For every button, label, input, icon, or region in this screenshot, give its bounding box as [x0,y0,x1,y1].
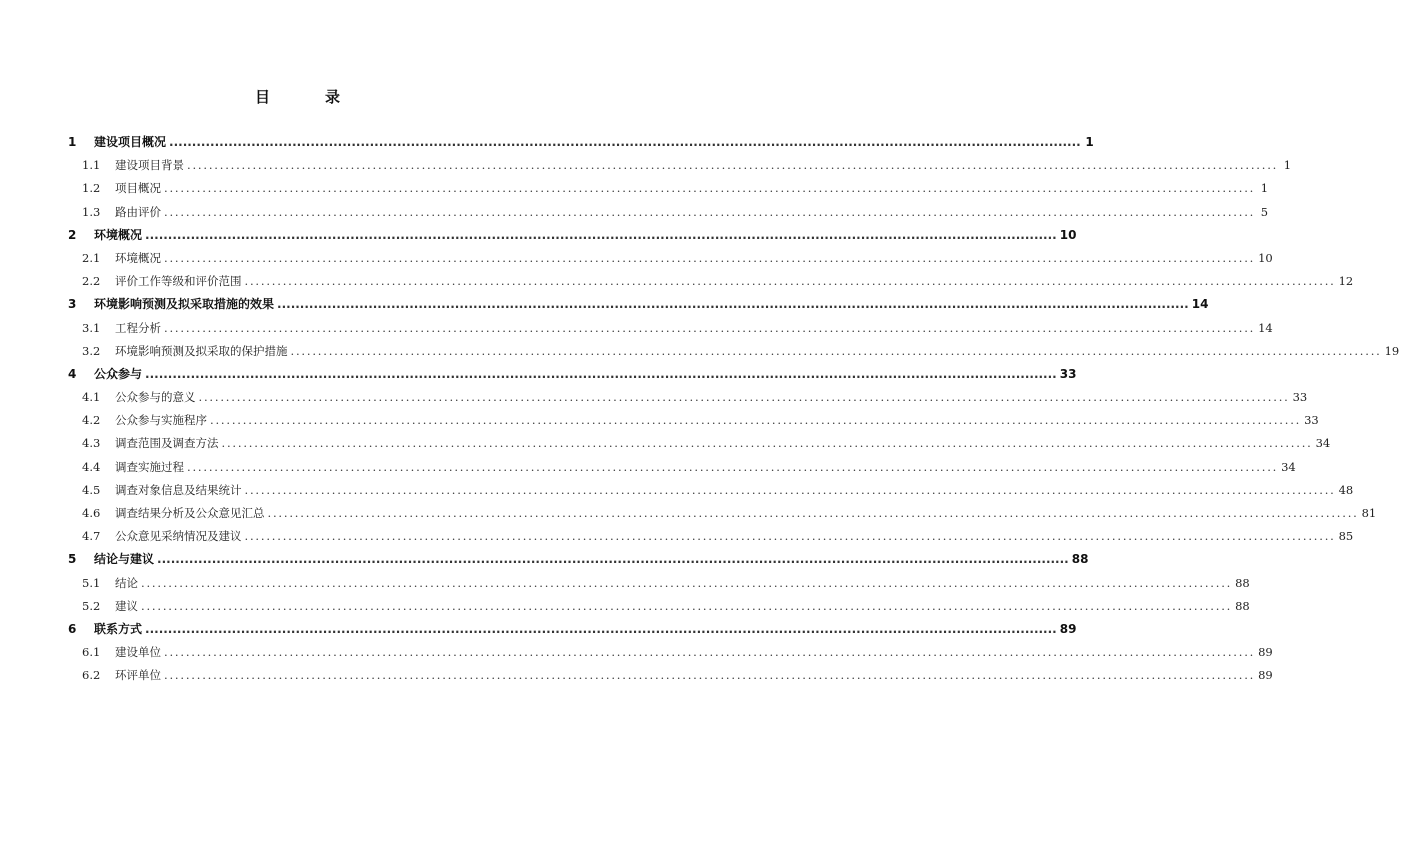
toc-entry-label: 调查对象信息及结果统计 [115,482,242,497]
toc-page-number: 1 [1260,181,1269,196]
toc-leader-dots: ........................................................................................................................................................................................................ [198,390,1290,405]
toc-entry-label: 结论与建议 [94,552,155,567]
toc-leader-dots: ........................................................................................................................................................................................................ [145,621,1057,636]
toc-page-number: 5 [1260,204,1269,219]
toc-entry-number: 1 [68,135,77,149]
toc-entry-label: 建设单位 [115,645,161,660]
toc-entry-label: 建议 [115,598,138,613]
toc-entry-label: 公众参与的意义 [115,390,196,405]
toc-section-entry[interactable] [68,641,1273,664]
toc-page-number: 1 [1283,158,1292,173]
toc-entry-number: 6 [68,621,77,636]
toc-chapter-entry[interactable] [68,363,1077,386]
page-title: 目 录 [254,88,360,106]
toc-chapter-entry[interactable] [68,293,1209,316]
toc-entry-label: 建设项目概况 [94,135,167,149]
toc-page-number: 33 [1292,390,1308,405]
toc-entry-number: 4.3 [82,436,101,451]
toc-page-number: 19 [1384,343,1400,358]
toc-page-number: 1 [1085,135,1094,149]
toc-entry-label: 联系方式 [94,621,143,636]
toc-chapter-entry[interactable] [68,131,1094,154]
toc-entry-number: 4.6 [82,506,101,520]
toc-leader-dots: ........................................................................................................................................................................................................ [164,645,1256,660]
toc-chapter-entry[interactable] [68,548,1089,571]
toc-entry-number: 4 [68,366,77,381]
toc-page-number: 81 [1361,506,1377,520]
toc-entry-number: 1.3 [82,204,101,219]
toc-section-entry[interactable] [68,340,1400,363]
toc-page-number: 88 [1235,598,1250,613]
toc-page-number: 89 [1258,645,1273,660]
toc-entry-label: 调查实施过程 [115,459,184,474]
toc-entry-number: 5.1 [82,575,101,590]
toc-leader-dots: ........................................................................................................................................................................................................ [164,204,1256,219]
toc-section-entry[interactable] [68,456,1296,479]
toc-section-entry[interactable] [68,664,1273,687]
toc-entry-label: 工程分析 [115,320,161,335]
toc-section-entry[interactable] [68,317,1273,340]
toc-entry-number: 4.4 [82,459,101,474]
toc-entry-label: 项目概况 [115,181,161,196]
toc-entry-number: 4.7 [82,529,101,544]
toc-entry-number: 3.1 [82,320,101,335]
toc-section-entry[interactable] [68,432,1331,455]
toc-section-entry[interactable] [68,270,1354,293]
toc-page-number: 48 [1338,482,1354,497]
toc-page-number: 33 [1059,366,1077,381]
toc-chapter-entry[interactable] [68,224,1077,247]
toc-page-number: 12 [1338,274,1354,289]
toc-leader-dots: ........................................................................................................................................................................................................ [244,274,1336,289]
toc-leader-dots: ........................................................................................................................................................................................................ [221,436,1313,451]
toc-entry-number: 2.1 [82,250,101,265]
toc-leader-dots: ........................................................................................................................................................................................................ [164,181,1256,196]
toc-leader-dots: ........................................................................................................................................................................................................ [157,552,1069,567]
toc-entry-label: 调查范围及调查方法 [115,436,219,451]
toc-leader-dots: ........................................................................................................................................................................................................ [187,459,1279,474]
toc-leader-dots: ........................................................................................................................................................................................................ [169,135,1081,149]
toc-leader-dots: ........................................................................................................................................................................................................ [210,413,1302,428]
toc-leader-dots: ........................................................................................................................................................................................................ [164,668,1256,683]
toc-entry-label: 公众意见采纳情况及建议 [115,529,242,544]
toc-page-number: 85 [1338,529,1354,544]
toc-page-number: 88 [1071,552,1089,567]
toc-section-entry[interactable] [68,572,1250,595]
toc-section-entry[interactable] [68,525,1354,548]
toc-leader-dots: ........................................................................................................................................................................................................ [277,297,1189,312]
toc-entry-label: 公众参与实施程序 [115,413,207,428]
toc-page-number: 34 [1281,459,1296,474]
toc-entry-number: 1.1 [82,158,101,173]
toc-section-entry[interactable] [68,247,1273,270]
toc-page-number: 33 [1304,413,1319,428]
toc-entry-label: 建设项目背景 [115,158,184,173]
toc-entry-label: 公众参与 [94,366,143,381]
toc-leader-dots: ........................................................................................................................................................................................................ [187,158,1279,173]
toc-chapter-entry[interactable] [68,618,1077,641]
toc-leader-dots: ........................................................................................................................................................................................................ [145,366,1057,381]
toc-entry-label: 调查结果分析及公众意见汇总 [115,506,265,520]
toc-leader-dots: ........................................................................................................................................................................................................ [141,575,1233,590]
toc-entry-number: 6.1 [82,645,101,660]
toc-entry-number: 3.2 [82,343,101,358]
toc-page-number: 14 [1258,320,1273,335]
toc-section-entry[interactable] [68,502,1377,525]
toc-leader-dots: ........................................................................................................................................................................................................ [267,506,1359,520]
toc-entry-label: 环境概况 [94,227,143,242]
toc-page-number: 34 [1315,436,1331,451]
toc-entry-label: 结论 [115,575,138,590]
toc-leader-dots: ........................................................................................................................................................................................................ [164,320,1256,335]
table-of-contents [68,131,1400,688]
toc-entry-number: 4.2 [82,413,101,428]
toc-leader-dots: ........................................................................................................................................................................................................ [244,482,1336,497]
toc-entry-number: 5.2 [82,598,101,613]
toc-section-entry[interactable] [68,386,1308,409]
toc-entry-number: 5 [68,552,77,567]
toc-section-entry[interactable] [68,409,1319,432]
toc-entry-number: 4.5 [82,482,101,497]
toc-page-number: 10 [1059,227,1077,242]
toc-leader-dots: ........................................................................................................................................................................................................ [164,250,1256,265]
toc-leader-dots: ........................................................................................................................................................................................................ [145,227,1057,242]
toc-entry-label: 环境影响预测及拟采取的保护措施 [115,343,288,358]
toc-entry-label: 评价工作等级和评价范围 [115,274,242,289]
toc-entry-label: 环评单位 [115,668,161,683]
toc-section-entry[interactable] [68,479,1354,502]
toc-page-number: 10 [1258,250,1273,265]
toc-section-entry[interactable] [68,201,1269,224]
toc-page-number: 14 [1191,297,1209,312]
toc-entry-number: 1.2 [82,181,101,196]
toc-section-entry[interactable] [68,154,1292,177]
toc-entry-number: 4.1 [82,390,101,405]
toc-entry-number: 2.2 [82,274,101,289]
toc-leader-dots: ........................................................................................................................................................................................................ [141,598,1233,613]
toc-page-number: 89 [1258,668,1273,683]
toc-entry-label: 路由评价 [115,204,161,219]
toc-leader-dots: ........................................................................................................................................................................................................ [290,343,1382,358]
toc-entry-number: 2 [68,227,77,242]
toc-leader-dots: ........................................................................................................................................................................................................ [244,529,1336,544]
toc-section-entry[interactable] [68,177,1269,200]
toc-entry-number: 3 [68,297,77,312]
toc-entry-label: 环境概况 [115,250,161,265]
toc-entry-number: 6.2 [82,668,101,683]
toc-page-number: 89 [1059,621,1077,636]
toc-section-entry[interactable] [68,595,1250,618]
toc-page-number: 88 [1235,575,1250,590]
toc-entry-label: 环境影响预测及拟采取措施的效果 [94,297,275,312]
